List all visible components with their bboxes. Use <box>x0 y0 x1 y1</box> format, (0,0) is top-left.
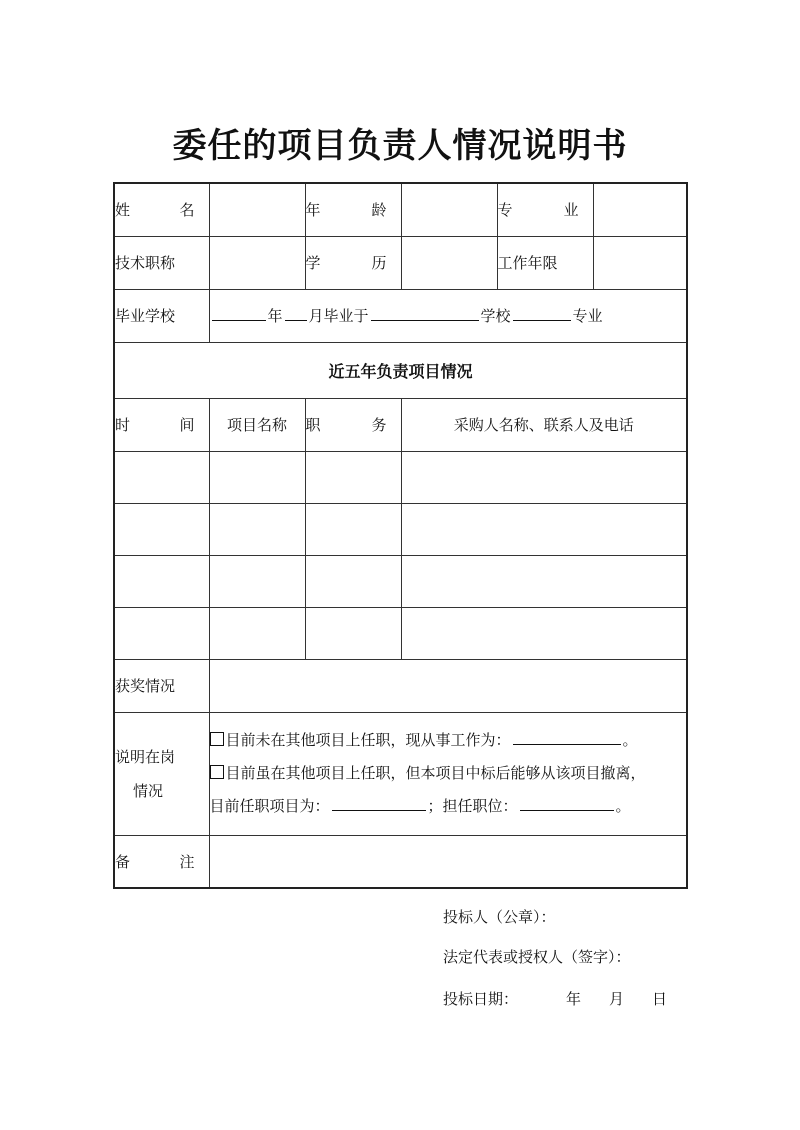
bidder-seal-line: 投标人（公章）： <box>443 908 556 926</box>
header-buyer: 采购人名称、联系人及电话 <box>401 398 687 451</box>
project-buyer-cell[interactable] <box>401 555 687 607</box>
project-position-cell[interactable] <box>305 451 401 503</box>
grad-month-blank[interactable] <box>285 305 307 321</box>
education-field[interactable] <box>401 236 497 289</box>
status-option-1: 目前未在其他项目上任职，现从事工作为： 。 <box>210 724 687 757</box>
work-years-field[interactable] <box>593 236 687 289</box>
project-row <box>114 607 687 659</box>
status-option-2: 目前虽在其他项目上任职，但本项目中标后能够从该项目撤离， <box>210 757 687 790</box>
bid-date-label: 投标日期： <box>443 990 519 1008</box>
status-options <box>209 712 687 835</box>
education-label: 学 历 <box>305 236 401 289</box>
status-row <box>114 712 687 835</box>
project-position-cell[interactable] <box>305 555 401 607</box>
status-label: 说明在岗 情况 <box>114 712 209 835</box>
project-name-cell[interactable] <box>209 451 305 503</box>
legal-rep-signature-line: 法定代表或授权人（签字）： <box>443 948 631 966</box>
row-basic-1 <box>114 183 687 236</box>
awards-field[interactable] <box>209 659 687 712</box>
date-year: 年 <box>566 990 582 1008</box>
header-position: 职 务 <box>305 398 401 451</box>
awards-row <box>114 659 687 712</box>
date-day: 日 <box>652 990 668 1008</box>
project-buyer-cell[interactable] <box>401 503 687 555</box>
project-name-cell[interactable] <box>209 607 305 659</box>
current-role-blank[interactable] <box>520 795 614 811</box>
project-header-row <box>114 398 687 451</box>
project-position-cell[interactable] <box>305 503 401 555</box>
project-buyer-cell[interactable] <box>401 607 687 659</box>
bid-date-line <box>443 988 667 1009</box>
project-name-cell[interactable] <box>209 555 305 607</box>
grad-major-blank[interactable] <box>513 305 571 321</box>
major-field[interactable] <box>593 183 687 236</box>
info-form-table <box>113 182 688 889</box>
current-work-blank[interactable] <box>513 729 621 745</box>
current-project-blank[interactable] <box>332 795 426 811</box>
title-label: 技术职称 <box>114 236 209 289</box>
section-title: 近五年负责项目情况 <box>114 342 687 398</box>
header-time: 时 间 <box>114 398 209 451</box>
section-row <box>114 342 687 398</box>
project-buyer-cell[interactable] <box>401 451 687 503</box>
work-years-label: 工作年限 <box>497 236 593 289</box>
project-time-cell[interactable] <box>114 555 209 607</box>
title-field[interactable] <box>209 236 305 289</box>
remarks-row <box>114 835 687 888</box>
project-time-cell[interactable] <box>114 607 209 659</box>
grad-year-blank[interactable] <box>212 305 266 321</box>
document-title: 委任的项目负责人情况说明书 <box>172 126 628 166</box>
major-label: 专 业 <box>497 183 593 236</box>
name-label: 姓 名 <box>114 183 209 236</box>
project-time-cell[interactable] <box>114 503 209 555</box>
date-month: 月 <box>609 990 625 1008</box>
header-project-name: 项目名称 <box>209 398 305 451</box>
awards-label: 获奖情况 <box>114 659 209 712</box>
project-position-cell[interactable] <box>305 607 401 659</box>
grad-school-blank[interactable] <box>371 305 479 321</box>
project-name-cell[interactable] <box>209 503 305 555</box>
project-row <box>114 451 687 503</box>
row-basic-2 <box>114 236 687 289</box>
school-label: 毕业学校 <box>114 289 209 342</box>
project-row <box>114 555 687 607</box>
project-time-cell[interactable] <box>114 451 209 503</box>
remarks-label: 备 注 <box>114 835 209 888</box>
status-option-2-details: 目前任职项目为： ；担任职位： 。 <box>209 797 631 815</box>
age-field[interactable] <box>401 183 497 236</box>
checkbox-not-employed[interactable] <box>210 732 224 746</box>
remarks-field[interactable] <box>209 835 687 888</box>
name-field[interactable] <box>209 183 305 236</box>
project-row <box>114 503 687 555</box>
age-label: 年 龄 <box>305 183 401 236</box>
row-graduation <box>114 289 687 342</box>
graduation-line: 年 月毕业于 学校 专业 <box>209 289 687 342</box>
checkbox-employed-elsewhere[interactable] <box>210 765 224 779</box>
